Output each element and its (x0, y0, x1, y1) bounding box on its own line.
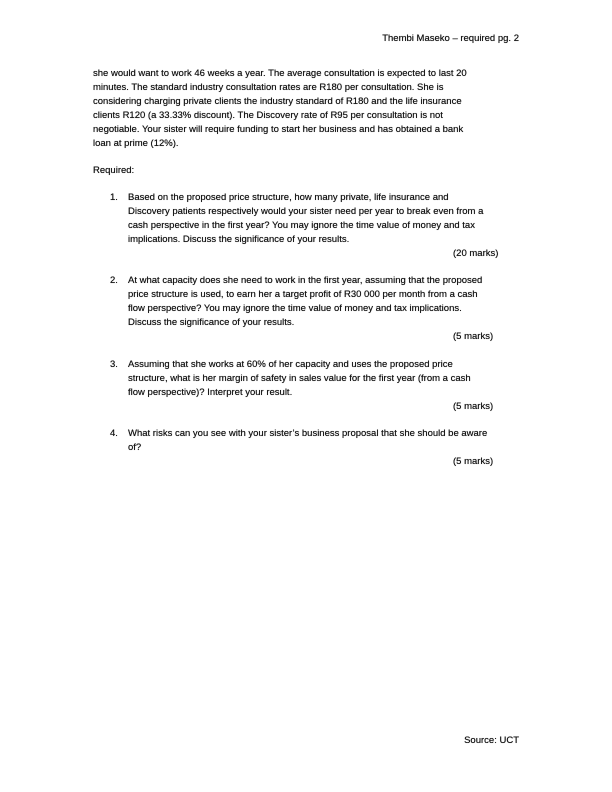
question-2 (110, 274, 530, 344)
text-line: negotiable. Your sister will require funding to start her business and has obtained a bank (93, 124, 464, 135)
text-line: flow perspective? You may ignore the time value of money and tax implications. (128, 303, 462, 314)
text-line: Based on the proposed price structure, how many private, life insurance and (128, 192, 449, 203)
text-line: cash perspective in the first year? You may ignore the time value of money and tax (128, 220, 475, 231)
text-line: minutes. The standard industry consultation rates are R180 per consultation. She is (93, 82, 444, 93)
text-line: What risks can you see with your sister’s business proposal that she should be aware (128, 428, 488, 439)
text-line: Discovery patients respectively would your sister need per year to break even from a (128, 206, 484, 217)
text-line: clients R120 (a 33.33% discount). The Discovery rate of R95 per consultation is not (93, 110, 443, 121)
text-line: structure, what is her margin of safety in sales value for the first year (from a cash (128, 373, 471, 384)
text-line: she would want to work 46 weeks a year. The average consultation is expected to last 20 (93, 68, 467, 79)
question-text (128, 274, 530, 344)
question-1 (110, 191, 530, 261)
marks-label: (5 marks) (453, 331, 494, 342)
marks-label: (5 marks) (453, 456, 494, 467)
text-line: Assuming that she works at 60% of her capacity and uses the proposed price (128, 359, 453, 370)
question-number: 2. (110, 275, 118, 286)
text-line: flow perspective)? Interpret your result. (128, 387, 293, 398)
page-header: Thembi Maseko – required pg. 2 (382, 33, 519, 44)
intro-paragraph (93, 67, 533, 151)
text-line: considering charging private clients the industry standard of R180 and the life insurance (93, 96, 462, 107)
question-text (128, 427, 530, 469)
question-4 (110, 427, 530, 469)
text-line: At what capacity does she need to work in the first year, assuming that the proposed (128, 275, 483, 286)
marks-label: (20 marks) (453, 248, 499, 259)
question-number: 1. (110, 192, 118, 203)
question-3 (110, 358, 530, 414)
text-line: Discuss the significance of your results. (128, 317, 295, 328)
text-line: of? (128, 442, 142, 453)
question-number: 3. (110, 359, 118, 370)
text-line: implications. Discuss the significance of your results. (128, 234, 350, 245)
text-line: loan at prime (12%). (93, 138, 179, 149)
question-number: 4. (110, 428, 118, 439)
required-heading: Required: (93, 165, 135, 176)
page-footer: Source: UCT (464, 735, 519, 746)
marks-label: (5 marks) (453, 401, 494, 412)
question-text (128, 358, 530, 414)
text-line: price structure is used, to earn her a target profit of R30 000 per month from a cash (128, 289, 478, 300)
question-text (128, 191, 530, 261)
